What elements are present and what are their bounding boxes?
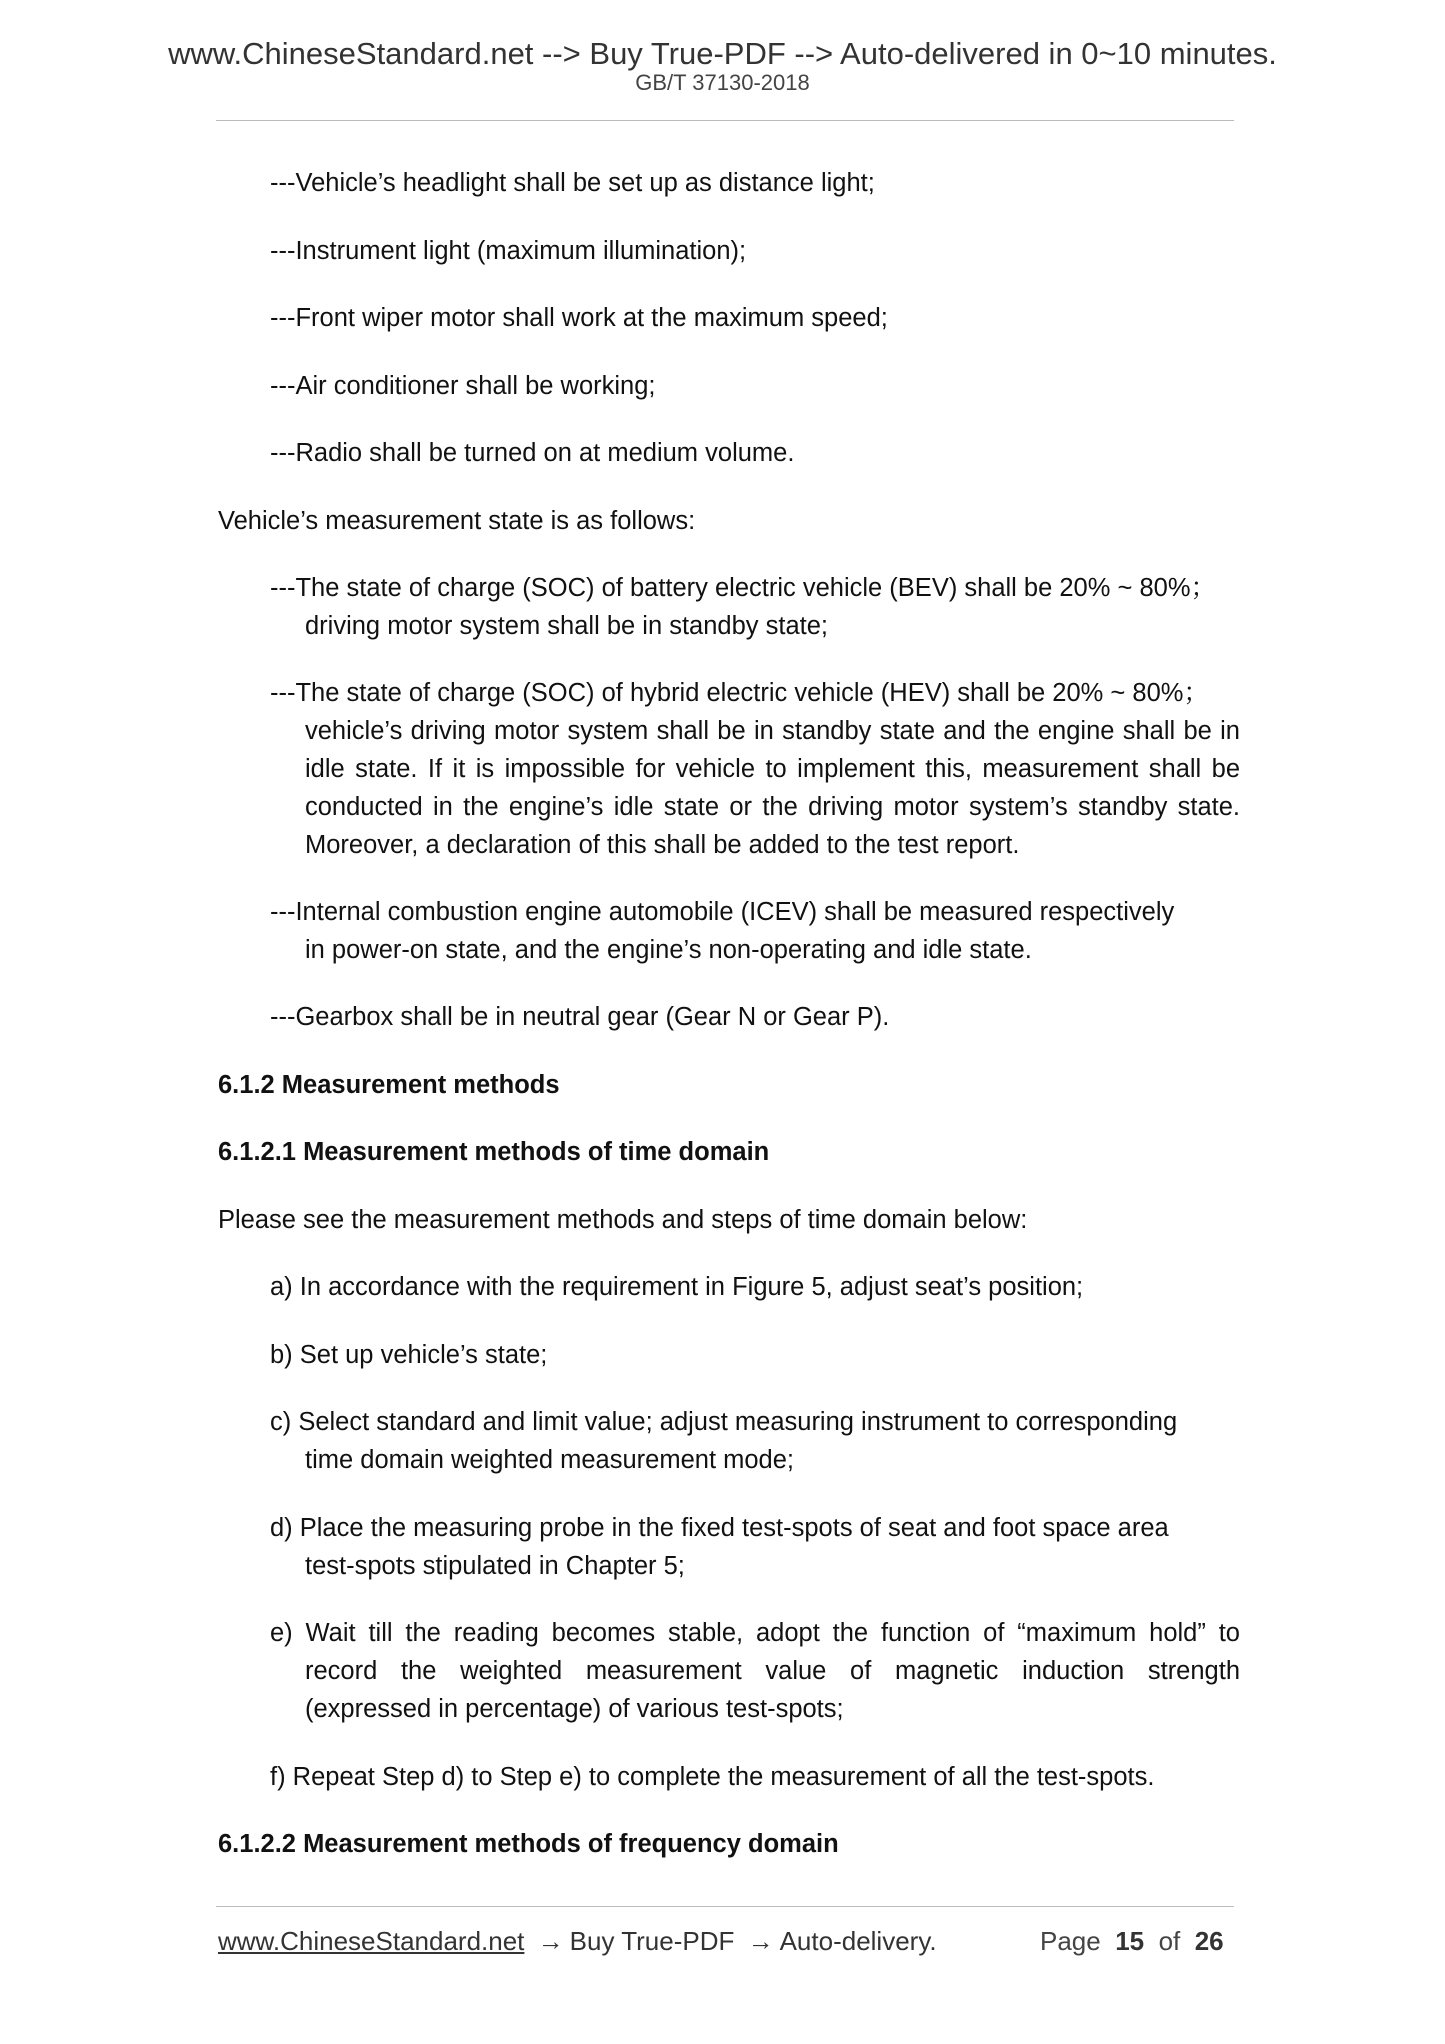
step-e-line3: (expressed in percentage) of various test-spots; bbox=[305, 1695, 844, 1723]
header-banner: www.ChineseStandard.net --> Buy True-PDF --> Auto-delivered in 0~10 minutes. bbox=[168, 36, 1277, 71]
state-icev-line1: ---Internal combustion engine automobile (ICEV) shall be measured respectively bbox=[270, 898, 1175, 926]
footer-buy-text: Buy True-PDF bbox=[569, 1926, 735, 1956]
state-bev-line2: driving motor system shall be in standby state; bbox=[305, 612, 828, 640]
heading-6-1-2-2: 6.1.2.2 Measurement methods of frequency domain bbox=[218, 1830, 839, 1858]
step-d-line1: d) Place the measuring probe in the fixed test-spots of seat and foot space area bbox=[270, 1514, 1169, 1542]
state-bev-line1: ---The state of charge (SOC) of battery electric vehicle (BEV) shall be 20% ~ 80%； bbox=[270, 574, 1217, 602]
page-current: 15 bbox=[1115, 1926, 1145, 1956]
page-label: Page bbox=[1040, 1926, 1101, 1956]
page-of-label: of bbox=[1158, 1926, 1181, 1956]
page-indicator bbox=[1040, 1928, 1224, 1954]
footer-delivery-text: Auto-delivery. bbox=[779, 1926, 937, 1956]
list-item-headlight: ---Vehicle’s headlight shall be set up as distance light; bbox=[270, 169, 875, 197]
step-c-line2: time domain weighted measurement mode; bbox=[305, 1446, 794, 1474]
step-d-line2: test-spots stipulated in Chapter 5; bbox=[305, 1552, 685, 1580]
step-e-line2: record the weighted measurement value of magnetic induction strength bbox=[305, 1657, 1240, 1685]
list-item-radio: ---Radio shall be turned on at medium volume. bbox=[270, 439, 795, 467]
list-item-front-wiper: ---Front wiper motor shall work at the maximum speed; bbox=[270, 304, 888, 332]
step-c-line1: c) Select standard and limit value; adjust measuring instrument to corresponding bbox=[270, 1408, 1178, 1436]
measurement-state-intro: Vehicle’s measurement state is as follows: bbox=[218, 507, 696, 535]
step-e-line1: e) Wait till the reading becomes stable, adopt the function of “maximum hold” to bbox=[270, 1619, 1240, 1647]
footer-divider bbox=[216, 1906, 1234, 1907]
document-id: GB/T 37130-2018 bbox=[635, 70, 810, 95]
step-a: a) In accordance with the requirement in Figure 5, adjust seat’s position; bbox=[270, 1273, 1084, 1301]
arrow-right-icon: → bbox=[747, 1926, 774, 1956]
footer-links bbox=[218, 1928, 937, 1954]
footer-site-link[interactable]: www.ChineseStandard.net bbox=[218, 1926, 525, 1956]
state-icev-line2: in power-on state, and the engine’s non-operating and idle state. bbox=[305, 936, 1032, 964]
state-hev-continuation: vehicle’s driving motor system shall be in standby state and the engine shall be in idle state. If it is impossible for vehicle to implement this, measurement shall be conducted in the engine’s idle state or the driving motor system’s standby state. Moreover, a declaration of this shall be added to the test report. bbox=[305, 717, 1240, 859]
heading-6-1-2-1: 6.1.2.1 Measurement methods of time domain bbox=[218, 1138, 770, 1166]
state-hev-line1: ---The state of charge (SOC) of hybrid electric vehicle (HEV) shall be 20% ~ 80%； bbox=[270, 679, 1209, 707]
step-f: f) Repeat Step d) to Step e) to complete the measurement of all the test-spots. bbox=[270, 1763, 1155, 1791]
list-item-air-conditioner: ---Air conditioner shall be working; bbox=[270, 372, 656, 400]
page-total: 26 bbox=[1194, 1926, 1224, 1956]
heading-6-1-2: 6.1.2 Measurement methods bbox=[218, 1071, 560, 1099]
state-gearbox: ---Gearbox shall be in neutral gear (Gear N or Gear P). bbox=[270, 1003, 890, 1031]
arrow-right-icon: → bbox=[537, 1926, 564, 1956]
header-divider bbox=[216, 120, 1234, 121]
step-b: b) Set up vehicle’s state; bbox=[270, 1341, 548, 1369]
list-item-instrument-light: ---Instrument light (maximum illumination); bbox=[270, 237, 747, 265]
time-domain-intro: Please see the measurement methods and steps of time domain below: bbox=[218, 1206, 1028, 1234]
